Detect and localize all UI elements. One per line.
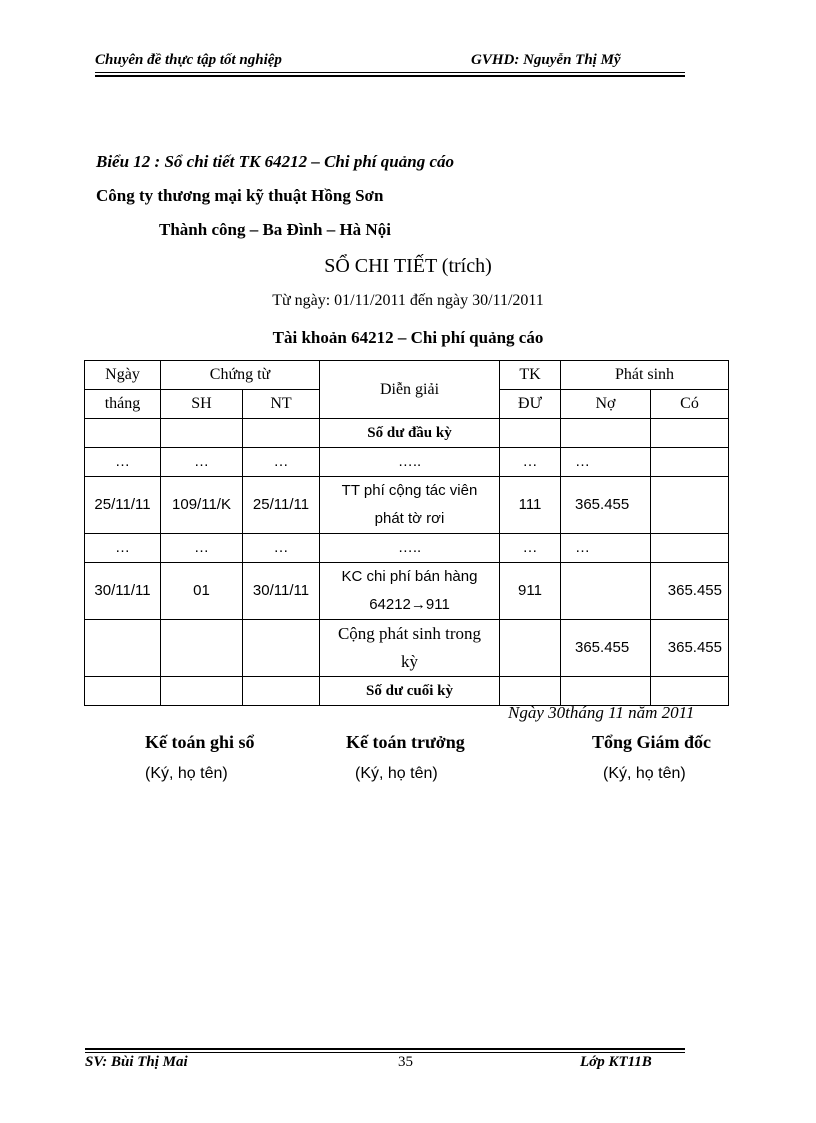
page-header [95,52,685,72]
cell: 911 [500,563,561,620]
cell: 30/11/11 [85,563,161,620]
cell: ….. [320,534,500,563]
header-right: GVHD: Nguyễn Thị Mỹ [471,52,621,68]
table-row [85,477,729,534]
header-left: Chuyên đề thực tập tốt nghiệp [95,52,282,68]
cell: 109/11/K [161,477,243,534]
col-du: ĐƯ [500,390,561,419]
cell: 365.455 [651,563,729,620]
cell: … [161,448,243,477]
table-row [85,677,729,706]
col-ngay: Ngày [85,361,161,390]
table-row [85,563,729,620]
col-nt: NT [243,390,320,419]
cell: … [85,448,161,477]
sign-note: (Ký, họ tên) [355,765,438,782]
footer-rule-thin [85,1052,685,1053]
col-dien-giai: Diễn giải [320,361,500,419]
col-tk: TK [500,361,561,390]
cell: … [561,448,651,477]
cell: … [243,534,320,563]
sig-accountant: Kế toán ghi sổ [145,732,255,752]
footer-student: SV: Bùi Thị Mai [85,1054,188,1070]
col-no: Nợ [561,390,651,419]
cell: 25/11/11 [85,477,161,534]
cell: … [161,534,243,563]
sig-chief: Kế toán trưởng [346,732,465,752]
col-sh: SH [161,390,243,419]
cell: … [561,534,651,563]
col-thang: tháng [85,390,161,419]
sig-director: Tổng Giám đốc [592,732,712,752]
cell: TT phí cộng tác viên phát tờ rơi [320,477,500,534]
total-no: 365.455 [561,620,651,677]
total-label: Cộng phát sinh trong kỳ [320,620,500,677]
table-row [85,620,729,677]
cell: 111 [500,477,561,534]
page-number: 35 [398,1054,413,1070]
opening-balance-label: Số dư đầu kỳ [320,419,500,448]
table-row [85,419,729,448]
cell: 365.455 [561,477,651,534]
cell: 30/11/11 [243,563,320,620]
form-caption: Biểu 12 : Sổ chi tiết TK 64212 – Chi phí quảng cáo [96,152,454,171]
page-footer [85,1054,685,1074]
sign-note: (Ký, họ tên) [603,765,686,782]
table-row [85,534,729,563]
footer-class: Lớp KT11B [580,1054,652,1070]
cell: 25/11/11 [243,477,320,534]
account-title: Tài khoản 64212 – Chi phí quảng cáo [272,328,544,347]
cell: … [500,448,561,477]
col-co: Có [651,390,729,419]
cell [651,477,729,534]
footer-rule-thick [85,1048,685,1050]
cell: 01 [161,563,243,620]
cell: … [500,534,561,563]
company-name: Công ty thương mại kỹ thuật Hồng Sơn [96,186,384,205]
date-range: Từ ngày: 01/11/2011 đến ngày 30/11/2011 [272,292,544,309]
cell: … [243,448,320,477]
cell: KC chi phí bán hàng 64212→911 [320,563,500,620]
signature-date: Ngày 30tháng 11 năm 2011 [508,703,695,722]
header-row-1 [85,361,729,390]
page-title: SỔ CHI TIẾT (trích) [324,255,492,277]
total-co: 365.455 [651,620,729,677]
table-row [85,448,729,477]
ledger-table [84,360,729,706]
header-rule-thin [95,72,685,73]
cell [561,563,651,620]
col-phat-sinh: Phát sinh [561,361,729,390]
sign-note: (Ký, họ tên) [145,765,228,782]
header-rule-thick [95,75,685,77]
company-address: Thành công – Ba Đình – Hà Nội [159,220,391,239]
col-chung-tu: Chứng từ [161,361,320,390]
cell: … [85,534,161,563]
cell: ….. [320,448,500,477]
closing-balance-label: Số dư cuối kỳ [320,677,500,706]
